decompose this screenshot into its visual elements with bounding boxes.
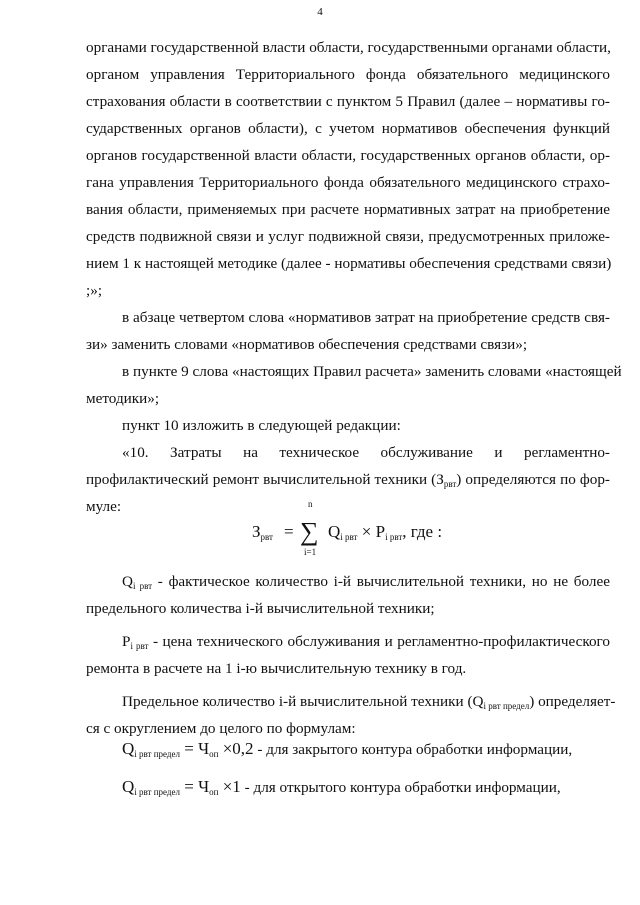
- body-text: [86, 34, 622, 520]
- text-line: предельного количества i-й вычислительной техники;: [86, 600, 435, 617]
- limit-line: Предельное количество i-й вычислительной техники (Qi рвт предел) определяет-: [122, 693, 616, 711]
- def-p-line: Pi рвт - цена технического обслуживания и регламентно-профилактического: [122, 633, 610, 651]
- sum-symbol: n ∑ i=1: [300, 499, 319, 557]
- text-line: методики»;: [86, 390, 160, 407]
- text-line: органом управления Территориального фонда обязательного медицинского: [86, 66, 610, 83]
- text-line: страхования области в соответствии с пунктом 5 Правил (далее – нормативы го-: [86, 93, 610, 110]
- text-line: ся с округлением до целого по формулам:: [86, 720, 356, 737]
- text-line: зи» заменить словами «нормативов обеспечения средствами связи»;: [86, 336, 528, 353]
- text-line: средств подвижной связи и услуг подвижной связи, предусмотренных приложе-: [86, 228, 610, 245]
- formula-closed-circuit: Qi рвт предел = Чоп ×0,2 - для закрытого контура обработки информации,: [122, 739, 573, 759]
- text-line: ремонта в расчете на 1 i-ю вычислительную технику в год.: [86, 660, 467, 677]
- text-line: органов государственной власти области, государственных органов области, ор-: [86, 147, 610, 164]
- formula-total-cost: Зрвт = n ∑ i=1 Qi рвт × Pi рвт, где :: [252, 499, 443, 557]
- text-line: профилактический ремонт вычислительной техники (Зрвт) определяются по фор-: [86, 471, 610, 489]
- def-q-line: Qi рвт - фактическое количество i-й вычислительной техники, но не более: [122, 573, 610, 591]
- text-line: органами государственной власти области, государственными органами области,: [86, 39, 611, 56]
- text-line: сударственных органов области), с учетом нормативов обеспечения функций: [86, 120, 610, 137]
- text-line: муле:: [86, 498, 122, 515]
- text-line: гана управления Территориального фонда обязательного медицинского страхо-: [86, 174, 610, 191]
- text-line: в абзаце четвертом слова «нормативов затрат на приобретение средств свя-: [122, 309, 610, 326]
- text-line: вания области, применяемых при расчете нормативных затрат на приобретение: [86, 201, 610, 218]
- definitions: [86, 568, 616, 742]
- text-line: пункт 10 изложить в следующей редакции:: [122, 417, 401, 434]
- text-line: ;»;: [86, 282, 103, 299]
- text-line: «10. Затраты на техническое обслуживание и регламентно-: [122, 444, 610, 461]
- text-line: в пункте 9 слова «настоящих Правил расчета» заменить словами «настоящей: [122, 363, 622, 380]
- text-line: нием 1 к настоящей методике (далее - нормативы обеспечения средствами связи): [86, 255, 612, 272]
- formula-open-circuit: Qi рвт предел = Чоп ×1 - для открытого контура обработки информации,: [122, 777, 561, 797]
- page-number: 4: [317, 6, 323, 18]
